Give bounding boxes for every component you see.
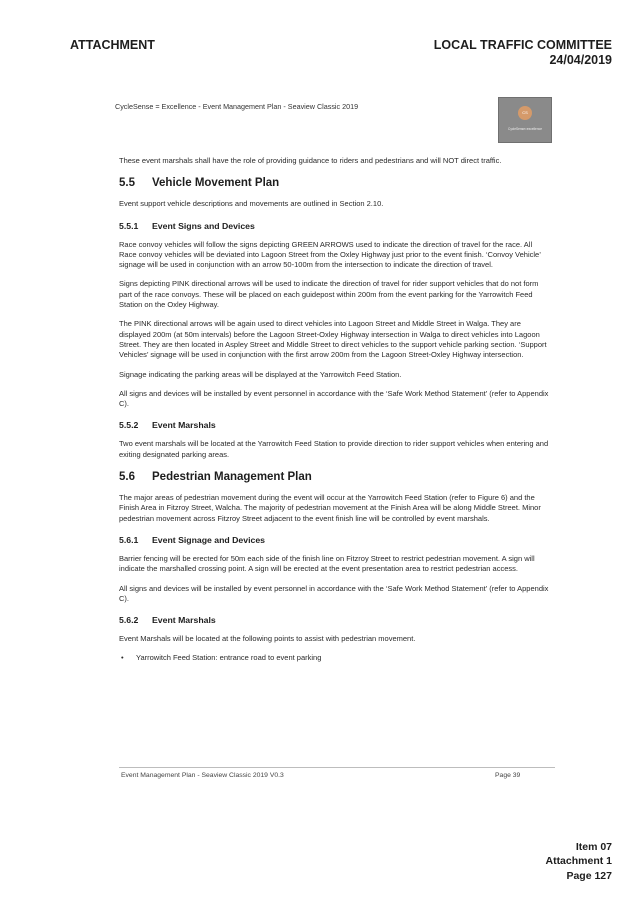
heading-5-5-1 bbox=[119, 221, 549, 231]
marshals-paragraph: Two event marshals will be located at the Yarrowitch Feed Station to provide direction to rider support vehicles when entering and exiting designated parking areas. bbox=[119, 439, 549, 459]
heading-number: 5.5.2 bbox=[119, 420, 139, 431]
signs-paragraph-1: Race convoy vehicles will follow the signs depicting GREEN ARROWS used to indicate the direction of travel for the race. All Race convoy vehicles will be deviated into Lagoon Street from the Oxley Highway just prior to the event finish. ‘Convoy Vehicle’ signage will be used in conjunction with an arrow 50-100m from the intersection to indicate the direction of travel. bbox=[119, 239, 541, 270]
heading-number: 5.6.1 bbox=[119, 534, 139, 545]
signs-paragraph-5: All signs and devices will be installed by event personnel in accordance with the ‘Safe Work Method Statement’ (refer to Appendix C). bbox=[119, 388, 549, 409]
committee-name: LOCAL TRAFFIC COMMITTEE bbox=[433, 38, 612, 52]
pedestrian-signage-paragraph-2: All signs and devices will be installed by event personnel in accordance with the ‘Safe Work Method Statement’ (refer to Appendix C). bbox=[119, 583, 549, 603]
footer-divider bbox=[119, 767, 555, 768]
heading-number: 5.5 bbox=[119, 177, 135, 190]
logo-mark: CS bbox=[518, 106, 532, 120]
bullet-dot-icon: • bbox=[121, 653, 124, 663]
heading-number: 5.6 bbox=[119, 471, 135, 484]
signs-paragraph-4: Signage indicating the parking areas will be displayed at the Yarrowitch Feed Station. bbox=[119, 369, 402, 379]
attachment-label: ATTACHMENT bbox=[70, 38, 155, 52]
pedestrian-marshals-paragraph: Event Marshals will be located at the following points to assist with pedestrian movement. bbox=[119, 634, 416, 644]
pedestrian-paragraph: The major areas of pedestrian movement during the event will occur at the Yarrowitch Feed Station (refer to Figure 6) and the Finish Area in Fitzroy Street, Walcha. The majority of pedestrian movement at the Finish Area will be along Middle Street. Minor pedestrian movement across Fitzroy Street adjacent to the event finish line will be controlled by event marshals. bbox=[119, 493, 541, 523]
vehicle-movement-paragraph: Event support vehicle descriptions and movements are outlined in Section 2.10. bbox=[119, 199, 384, 209]
intro-paragraph: These event marshals shall have the role of providing guidance to riders and pedestrians and will NOT direct traffic. bbox=[119, 156, 502, 165]
heading-text: Pedestrian Management Plan bbox=[152, 471, 312, 484]
signs-paragraph-3: The PINK directional arrows will be again used to direct vehicles into Lagoon Street and Middle Street in Walga. They are displayed 200m (at 50m intervals) before the Lagoon Street-Oxley Highway intersection in Walga to direct vehicles into Lagoon Street. They are then located in Aspley Street and Middle Street to direct vehicles to the support vehicle parking section. ‘Support Vehicles’ signage will be used in conjunction with the first arrow 200m from the Lagoon Street-Oxley Highway intersection. bbox=[119, 319, 547, 360]
logo-tagline: CycleSense=excellence bbox=[508, 127, 542, 131]
item-number: Item 07 bbox=[575, 841, 612, 853]
heading-5-6 bbox=[119, 471, 549, 483]
heading-text: Event Signage and Devices bbox=[152, 534, 265, 545]
heading-text: Event Signs and Devices bbox=[152, 220, 255, 231]
pedestrian-signage-paragraph-1: Barrier fencing will be erected for 50m each side of the finish line on Fitzroy Street to restrict pedestrian movement. A sign will indicate the marshalled crossing point. A sign will be erected at the event presentation area to restrict pedestrian access. bbox=[119, 553, 535, 574]
footer-page-number: Page 39 bbox=[495, 772, 521, 779]
heading-5-6-1 bbox=[119, 535, 549, 545]
heading-number: 5.6.2 bbox=[119, 615, 139, 626]
item-attachment-label bbox=[545, 840, 612, 868]
attachment-number: Attachment 1 bbox=[545, 855, 612, 867]
meeting-date: 24/04/2019 bbox=[549, 53, 612, 67]
bullet-text: Yarrowitch Feed Station: entrance road to event parking bbox=[136, 653, 322, 663]
heading-number: 5.5.1 bbox=[119, 220, 139, 231]
heading-text: Event Marshals bbox=[152, 615, 216, 626]
heading-5-5-2 bbox=[119, 420, 549, 430]
bullet-item bbox=[119, 653, 549, 663]
page-content bbox=[119, 156, 549, 664]
heading-5-6-2 bbox=[119, 615, 549, 625]
footer-document-name: Event Management Plan - Seaview Classic 2019 V0.3 bbox=[121, 772, 284, 779]
signs-paragraph-2: Signs depicting PINK directional arrows will be used to indicate the direction of travel for rider support vehicles that do not form part of the race convoys. These will be placed on each guidepost within 200m from the event parking for the Yarrowitch Feed Station on the Oxley Highway. bbox=[119, 279, 539, 310]
heading-text: Event Marshals bbox=[152, 420, 216, 431]
heading-text: Vehicle Movement Plan bbox=[152, 177, 280, 190]
cyclesense-logo bbox=[498, 97, 552, 143]
document-title: CycleSense = Excellence - Event Management Plan - Seaview Classic 2019 bbox=[115, 102, 359, 111]
committee-header bbox=[434, 38, 612, 68]
page-number: Page 127 bbox=[566, 870, 612, 882]
heading-5-5 bbox=[119, 177, 549, 189]
